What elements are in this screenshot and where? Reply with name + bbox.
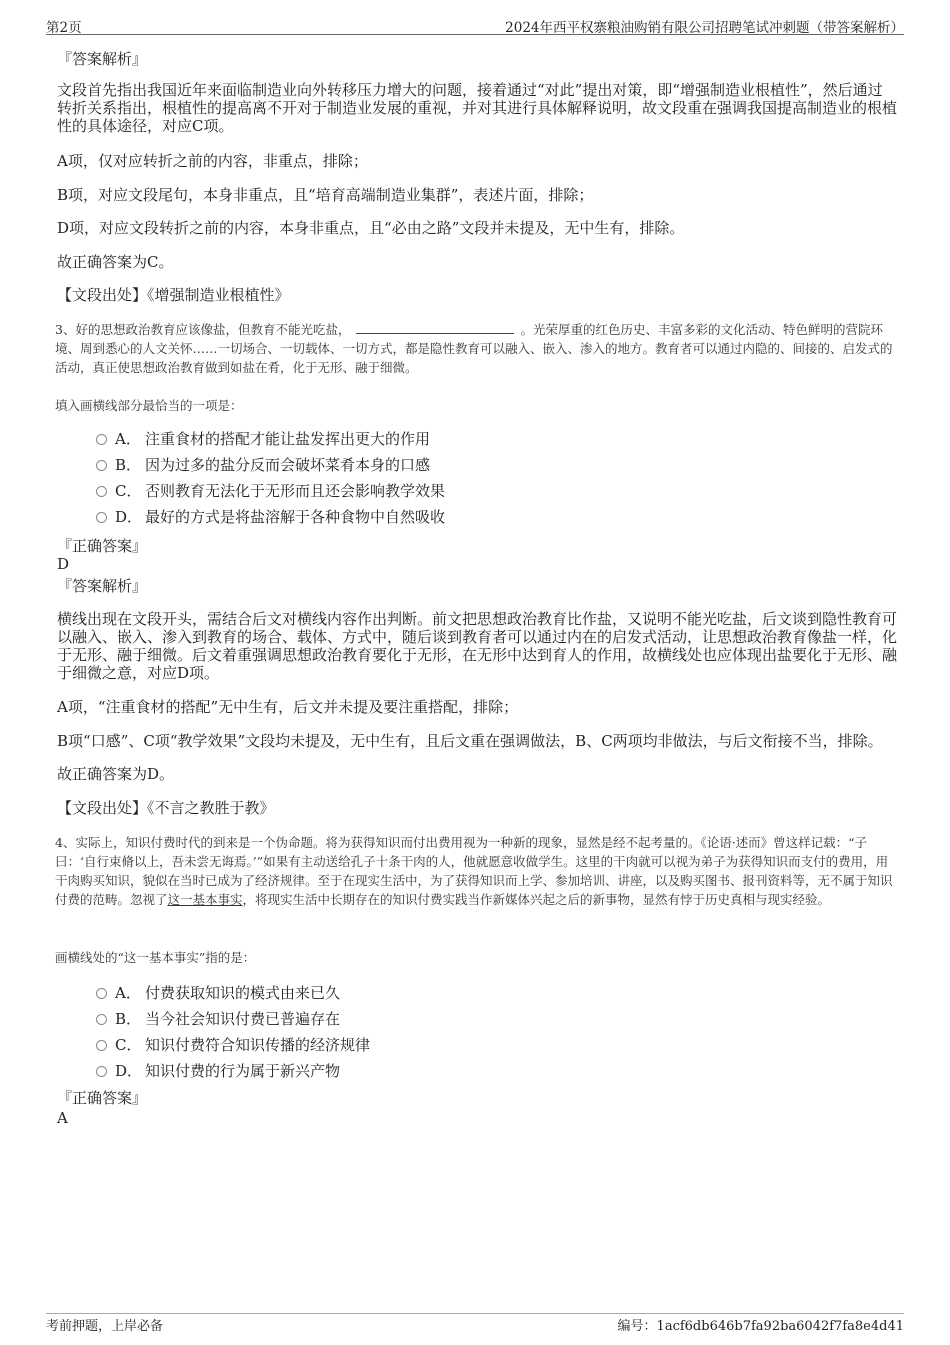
q4-option-d[interactable]	[96, 1062, 340, 1080]
q3-option-a[interactable]	[96, 430, 430, 448]
option-text: 注重食材的搭配才能让盐发挥出更大的作用	[145, 430, 431, 448]
q4-stem	[55, 833, 897, 909]
q3-source: 【文段出处】《不言之教胜于教》	[57, 799, 275, 817]
document-serial: 编号：1acf6db646b7fa92ba6042f7fa8e4d41	[617, 1319, 904, 1334]
option-text: 当今社会知识付费已普遍存在	[145, 1010, 341, 1028]
option-text: 最好的方式是将盐溶解于各种食物中自然吸收	[145, 508, 446, 526]
q2-option-d-note: D项，对应文段转折之前的内容，本身非重点，且“必由之路”文段并未提及，无中生有，排除。	[57, 219, 685, 237]
q3-prompt: 填入画横线部分最恰当的一项是：	[55, 398, 243, 413]
footer-slogan: 考前押题，上岸必备	[46, 1319, 164, 1334]
option-key: A．	[115, 984, 141, 1002]
q2-source: 【文段出处】《增强制造业根植性》	[57, 286, 290, 304]
option-text: 知识付费的行为属于新兴产物	[145, 1062, 341, 1080]
radio-button[interactable]	[96, 1066, 107, 1077]
option-key: B．	[115, 1010, 142, 1028]
q3-stem	[55, 320, 897, 377]
option-key: A．	[115, 430, 141, 448]
q3-option-a-note: A项，“注重食材的搭配”无中生有，后文并未提及要注重搭配，排除；	[57, 698, 519, 716]
q2-option-a-note: A项，仅对应转折之前的内容，非重点，排除；	[57, 152, 368, 170]
q4-underlined-phrase: 这一基本事实	[167, 892, 243, 907]
q4-option-c[interactable]	[96, 1036, 370, 1054]
q3-option-c[interactable]	[96, 482, 445, 500]
q4-prompt: 画横线处的“这一基本事实”指的是：	[55, 950, 256, 965]
option-text: 知识付费符合知识传播的经济规律	[145, 1036, 371, 1054]
page-header	[46, 14, 904, 35]
q4-option-b[interactable]	[96, 1010, 340, 1028]
q2-analysis-label: 『答案解析』	[57, 50, 148, 68]
q3-fill-blank	[356, 321, 514, 334]
option-key: D．	[115, 508, 143, 526]
q3-conclusion: 故正确答案为D。	[57, 765, 175, 783]
q3-stem-start: 3、好的思想政治教育应该像盐，但教育不能光吃盐，	[55, 322, 351, 337]
page-number: 第2页	[46, 20, 82, 36]
q3-stem-end: 。光荣厚重的红色历史、丰富多彩的文化活动、特色鲜明的营院环境、周到悉心的人文关怀……一切场合、一切载体、一切方式，都是隐性教育可以融入、嵌入、渗入的地方。教育者可以通过内隐的、间接的、启发式的活动，真正使思想政治教育做到如盐在肴，化于无形、融于细微。	[55, 322, 893, 375]
q3-option-b[interactable]	[96, 456, 430, 474]
q3-analysis-label: 『答案解析』	[57, 577, 148, 595]
q3-answer-label: 『正确答案』	[57, 537, 148, 555]
q2-option-b-note: B项，对应文段尾句，本身非重点，且“培育高端制造业集群”，表述片面，排除；	[57, 186, 594, 204]
page-footer	[46, 1313, 904, 1334]
q4-option-a[interactable]	[96, 984, 340, 1002]
option-text: 否则教育无法化于无形而且还会影响教学效果	[145, 482, 446, 500]
q2-analysis-text: 文段首先指出我国近年来面临制造业向外转移压力增大的问题，接着通过“对此”提出对策，即“增强制造业根植性”，然后通过转折关系指出，根植性的提高离不开对于制造业发展的重视，并对其进行具体解释说明，故文段重在强调我国提高制造业的根植性的具体途径，对应C项。	[57, 81, 898, 135]
q3-option-bc-note: B项“口感”、C项“教学效果”文段均未提及，无中生有，且后文重在强调做法，B、C两项均非做法，与后文衔接不当，排除。	[57, 732, 883, 750]
radio-button[interactable]	[96, 988, 107, 999]
radio-button[interactable]	[96, 512, 107, 523]
document-title: 2024年西平权寨粮油购销有限公司招聘笔试冲刺题（带答案解析）	[505, 20, 904, 36]
q2-conclusion: 故正确答案为C。	[57, 253, 174, 271]
q4-answer-label: 『正确答案』	[57, 1089, 148, 1107]
q3-analysis-text: 横线出现在文段开头，需结合后文对横线内容作出判断。前文把思想政治教育比作盐，又说明不能光吃盐，后文谈到隐性教育可以融入、嵌入、渗入到教育的场合、载体、方式中，随后谈到教育者可以通过内在的启发式活动，让思想政治教育像盐一样，化于无形、融于细微。后文着重强调思想政治教育要化于无形，在无形中达到育人的作用，故横线处也应体现出盐要化于无形、融于细微之意，对应D项。	[57, 610, 898, 682]
radio-button[interactable]	[96, 434, 107, 445]
q4-stem-end: ，将现实生活中长期存在的知识付费实践当作新媒体兴起之后的新事物，显然有悖于历史真相与现实经验。	[242, 892, 831, 907]
option-key: C．	[115, 482, 142, 500]
q4-stem-start: 4、实际上，知识付费时代的到来是一个伪命题。将为获得知识而付出费用视为一种新的现象，显然是经不起考量的。《论语·述而》曾这样记载：“子曰：‘自行束脩以上，吾未尝无诲焉。’”如果有主动送给孔子十条干肉的人，他就愿意收做学生。这里的干肉就可以视为弟子为获得知识而支付的费用，用干肉购买知识，貌似在当时已成为了经济规律。至于在现实生活中，为了获得知识而上学、参加培训、讲座，以及购买图书、报刊资料等，无不属于知识付费的范畴。忽视了	[55, 835, 893, 907]
radio-button[interactable]	[96, 1040, 107, 1051]
option-key: C．	[115, 1036, 142, 1054]
option-text: 付费获取知识的模式由来已久	[145, 984, 341, 1002]
option-text: 因为过多的盐分反而会破坏菜肴本身的口感	[145, 456, 431, 474]
q4-answer: A	[57, 1109, 68, 1127]
option-key: D．	[115, 1062, 143, 1080]
q3-option-d[interactable]	[96, 508, 445, 526]
q3-answer: D	[57, 555, 70, 573]
radio-button[interactable]	[96, 460, 107, 471]
option-key: B．	[115, 456, 142, 474]
radio-button[interactable]	[96, 486, 107, 497]
radio-button[interactable]	[96, 1014, 107, 1025]
